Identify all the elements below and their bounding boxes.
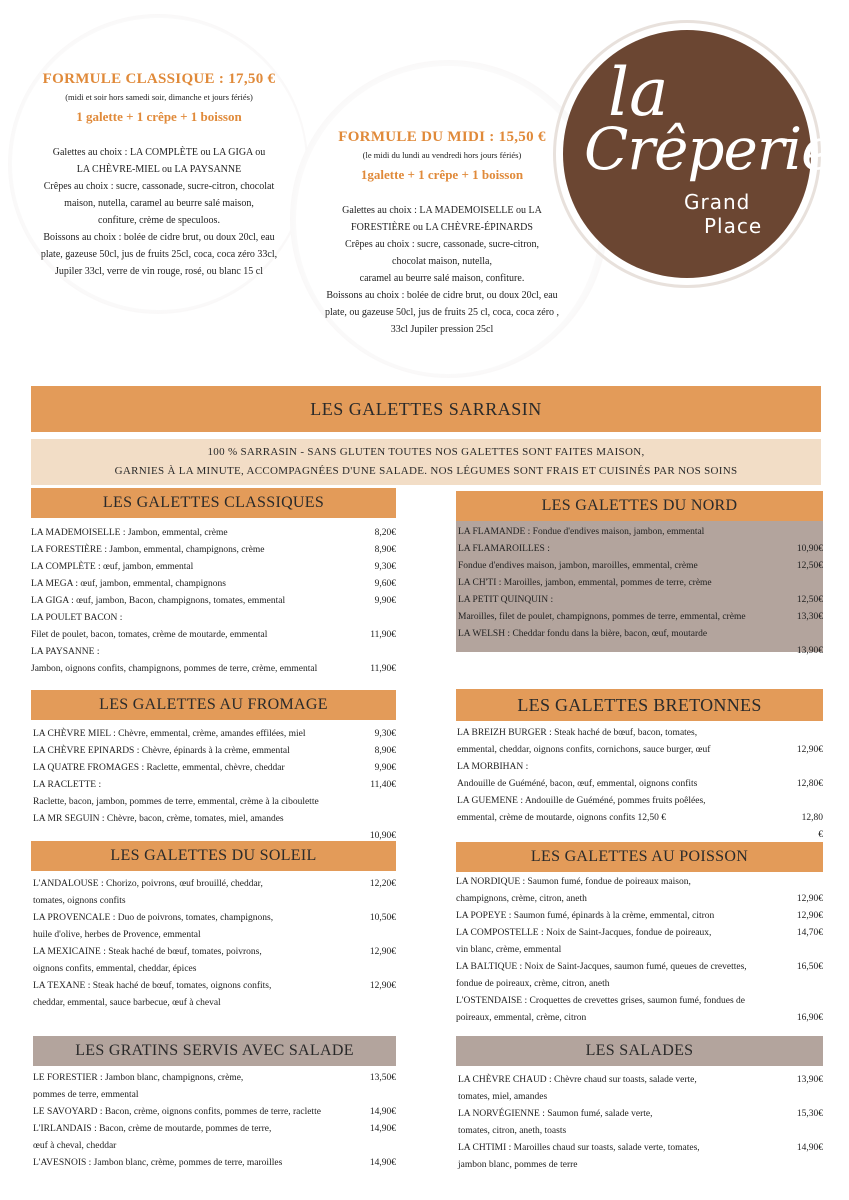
formule-classique xyxy=(20,68,298,280)
section-heading-fromage: LES GALETTES AU FROMAGE xyxy=(31,690,396,720)
menu-item-row xyxy=(457,810,823,827)
menu-item-description: vin blanc, crème, emmental xyxy=(456,945,562,955)
menu-item-price: 9,30€ xyxy=(374,729,396,739)
menu-item-description: LA PETIT QUINQUIN : xyxy=(458,595,554,605)
menu-item-row xyxy=(457,776,823,793)
menu-item-price: 8,20€ xyxy=(374,528,396,538)
menu-item-row xyxy=(456,993,823,1010)
menu-item-description: LA CH'TI : Maroilles, jambon, emmental, pommes de terre, crème xyxy=(458,578,712,588)
menu-item-row xyxy=(31,661,396,678)
menu-item-price: 12,90€ xyxy=(796,745,823,755)
menu-item-row xyxy=(31,542,396,559)
menu-item-row xyxy=(458,609,823,626)
menu-item-description: LA BREIZH BURGER : Steak haché de bœuf, bacon, tomates, xyxy=(457,728,698,738)
menu-item-row xyxy=(33,876,396,893)
menu-item-price: 9,60€ xyxy=(374,579,396,589)
formule-midi-title: FORMULE DU MIDI : 15,50 € xyxy=(338,129,546,145)
menu-item-description: LA NORDIQUE : Saumon fumé, fondue de poireaux maison, xyxy=(456,877,691,887)
formule-classique-line: confiture, crème de speculoos. xyxy=(98,215,220,226)
formule-classique-deal: 1 galette + 1 crêpe + 1 boisson xyxy=(76,109,242,124)
menu-item-description: emmental, cheddar, oignons confits, cornichons, sauce burger, œuf xyxy=(457,745,711,755)
menu-item-price: 11,40€ xyxy=(370,780,396,790)
nord-list xyxy=(458,524,823,660)
menu-item-row xyxy=(33,1138,396,1155)
menu-item-price: 15,30€ xyxy=(796,1109,823,1119)
menu-item-row xyxy=(33,828,396,845)
menu-item-row xyxy=(33,1121,396,1138)
menu-item-row xyxy=(456,976,823,993)
formule-midi-line: plate, ou gazeuse 50cl, jus de fruits 25 cl, coca, coca zéro , xyxy=(324,307,560,318)
menu-item-description: LA TEXANE : Steak haché de bœuf, tomates, oignons confits, xyxy=(33,981,272,991)
menu-item-row xyxy=(33,961,396,978)
menu-item-price: 14,90€ xyxy=(796,1143,823,1153)
menu-item-row xyxy=(33,1087,396,1104)
menu-item-row xyxy=(458,592,823,609)
bretonnes-list xyxy=(457,725,823,844)
menu-item-description: champignons, crème, citron, aneth xyxy=(456,894,587,904)
formule-midi-line: chocolat maison, nutella, xyxy=(392,256,492,267)
menu-item-row xyxy=(31,627,396,644)
menu-item-description: emmental, crème de moutarde, oignons confits 12,50 € xyxy=(457,813,666,823)
formule-midi-deal: 1galette + 1 crêpe + 1 boisson xyxy=(360,167,524,182)
menu-item-row xyxy=(33,794,396,811)
soleil-list xyxy=(33,876,396,1012)
menu-item-row xyxy=(456,959,823,976)
logo-place-text: Place xyxy=(704,214,763,238)
menu-item-row xyxy=(33,726,396,743)
poisson-list xyxy=(456,874,823,1027)
menu-item-price: 11,90€ xyxy=(370,630,396,640)
formule-classique-line: Crêpes au choix : sucre, cassonade, sucre-citron, chocolat xyxy=(43,181,275,192)
menu-item-row xyxy=(31,610,396,627)
menu-item-price: 9,30€ xyxy=(374,562,396,572)
section-heading-salades: LES SALADES xyxy=(456,1036,823,1066)
menu-item-description: LA CHÈVRE MIEL : Chèvre, emmental, crème, amandes effilées, miel xyxy=(33,729,306,739)
menu-item-row xyxy=(458,1123,823,1140)
formule-classique-line: Galettes au choix : LA COMPLÈTE ou LA GIGA ou xyxy=(52,147,266,158)
formule-classique-line: Jupiler 33cl, verre de vin rouge, rosé, ou blanc 15 cl xyxy=(55,266,263,277)
menu-item-description: LA POULET BACON : xyxy=(31,613,123,623)
menu-item-row xyxy=(33,910,396,927)
menu-item-row xyxy=(456,908,823,925)
menu-item-price: 10,50€ xyxy=(369,913,396,923)
menu-item-description: tomates, citron, aneth, toasts xyxy=(458,1126,567,1136)
menu-item-description: cheddar, emmental, sauce barbecue, œuf à cheval xyxy=(33,998,221,1008)
menu-item-row xyxy=(458,524,823,541)
menu-item-description: tomates, oignons confits xyxy=(33,896,126,906)
menu-item-price: 9,90€ xyxy=(374,763,396,773)
menu-item-description: Fondue d'endives maison, jambon, maroilles, emmental, crème xyxy=(458,561,698,571)
menu-item-description: Filet de poulet, bacon, tomates, crème de moutarde, emmental xyxy=(31,630,268,640)
menu-item-price: 8,90€ xyxy=(374,545,396,555)
classiques-list xyxy=(31,525,396,678)
menu-item-row xyxy=(458,1072,823,1089)
menu-item-description: LA RACLETTE : xyxy=(33,780,102,790)
menu-item-row xyxy=(457,725,823,742)
menu-item-row xyxy=(33,760,396,777)
menu-item-row xyxy=(458,558,823,575)
menu-item-description: LA COMPLÈTE : œuf, jambon, emmental xyxy=(31,562,194,572)
formule-midi-line: caramel au beurre salé maison, confiture. xyxy=(359,273,525,284)
formule-classique-line: plate, gazeuse 50cl, jus de fruits 25cl, coca, coca zéro 33cl, xyxy=(40,249,278,260)
menu-item-row xyxy=(456,891,823,908)
menu-item-description: LE SAVOYARD : Bacon, crème, oignons confits, pommes de terre, raclette xyxy=(33,1107,321,1117)
menu-item-row xyxy=(33,893,396,910)
menu-item-price: 13,30€ xyxy=(796,612,823,622)
logo-creperie-text: Crêperie xyxy=(584,115,835,183)
menu-item-description: huile d'olive, herbes de Provence, emmental xyxy=(33,930,201,940)
menu-item-description: LA WELSH : Cheddar fondu dans la bière, bacon, œuf, moutarde xyxy=(458,629,708,639)
menu-item-row xyxy=(456,925,823,942)
menu-item-description: Jambon, oignons confits, champignons, pommes de terre, crème, emmental xyxy=(31,664,318,674)
menu-item-description: oignons confits, emmental, cheddar, épices xyxy=(33,964,197,974)
menu-item-description: LA FORESTIÈRE : Jambon, emmental, champignons, crème xyxy=(31,545,265,555)
menu-item-row xyxy=(31,644,396,661)
menu-item-price: 14,90€ xyxy=(369,1124,396,1134)
menu-item-row xyxy=(31,576,396,593)
menu-item-price: 12,90€ xyxy=(796,911,823,921)
menu-item-price: 13,90€ xyxy=(796,646,823,656)
menu-item-price: 14,90€ xyxy=(369,1158,396,1168)
formule-midi-line: Galettes au choix : LA MADEMOISELLE ou LA xyxy=(342,205,542,216)
menu-item-row xyxy=(33,1155,396,1172)
menu-item-description: fondue de poireaux, crème, citron, aneth xyxy=(456,979,610,989)
menu-item-price: 12,90€ xyxy=(796,894,823,904)
menu-item-price: 13,90€ xyxy=(796,1075,823,1085)
menu-item-row xyxy=(33,1104,396,1121)
menu-item-row xyxy=(456,1010,823,1027)
section-heading-nord: LES GALETTES DU NORD xyxy=(456,491,823,521)
menu-item-description: Raclette, bacon, jambon, pommes de terre, emmental, crème à la ciboulette xyxy=(33,797,319,807)
menu-item-description: LA MADEMOISELLE : Jambon, emmental, crème xyxy=(31,528,228,538)
menu-item-row xyxy=(458,626,823,643)
menu-item-description: LA FLAMANDE : Fondue d'endives maison, jambon, emmental xyxy=(458,527,705,537)
section-heading-soleil: LES GALETTES DU SOLEIL xyxy=(31,841,396,871)
menu-item-price: 10,90€ xyxy=(796,544,823,554)
menu-item-description: LA MEXICAINE : Steak haché de bœuf, tomates, poivrons, xyxy=(33,947,262,957)
menu-item-price: 16,50€ xyxy=(796,962,823,972)
menu-item-description: LA PROVENCALE : Duo de poivrons, tomates, champignons, xyxy=(33,913,274,923)
menu-item-row xyxy=(458,1157,823,1174)
menu-item-row xyxy=(33,1070,396,1087)
menu-item-price: 16,90€ xyxy=(796,1013,823,1023)
menu-item-row xyxy=(33,995,396,1012)
menu-item-description: LA CHÈVRE EPINARDS : Chèvre, épinards à la crème, emmental xyxy=(33,746,290,756)
menu-item-description: LA COMPOSTELLE : Noix de Saint-Jacques, fondue de poireaux, xyxy=(456,928,712,938)
menu-item-price: 12,80 xyxy=(801,813,823,823)
menu-item-description: LA GIGA : œuf, jambon, Bacon, champignons, tomates, emmental xyxy=(31,596,286,606)
menu-item-row xyxy=(33,944,396,961)
menu-item-description: LA GUEMENE : Andouille de Guéméné, pommes fruits poêlées, xyxy=(457,796,706,806)
menu-item-price: 12,90€ xyxy=(369,981,396,991)
menu-item-row xyxy=(458,1140,823,1157)
formule-midi-line: Boissons au choix : bolée de cidre brut, ou doux 20cl, eau xyxy=(326,290,558,301)
menu-item-description: Andouille de Guéméné, bacon, œuf, emmental, oignons confits xyxy=(457,779,698,789)
menu-item-row xyxy=(33,927,396,944)
menu-item-description: pommes de terre, emmental xyxy=(33,1090,139,1100)
menu-item-row xyxy=(31,525,396,542)
notice-banner xyxy=(31,439,821,485)
menu-item-description: LA POPEYE : Saumon fumé, épinards à la crème, emmental, citron xyxy=(456,911,715,921)
menu-item-description: LE FORESTIER : Jambon blanc, champignons, crème, xyxy=(33,1073,244,1083)
formule-midi-line: FORESTIÈRE ou LA CHÈVRE-ÉPINARDS xyxy=(351,222,533,233)
menu-item-price: 13,50€ xyxy=(369,1073,396,1083)
menu-item-row xyxy=(33,811,396,828)
menu-item-row xyxy=(33,743,396,760)
salades-list xyxy=(458,1072,823,1174)
menu-item-price: 11,90€ xyxy=(370,664,396,674)
menu-item-description: LA MORBIHAN : xyxy=(457,762,529,772)
menu-item-description: LA CHTIMI : Maroilles chaud sur toasts, salade verte, tomates, xyxy=(458,1143,700,1153)
logo-la-text: la xyxy=(608,54,669,131)
menu-item-row xyxy=(458,541,823,558)
menu-item-row xyxy=(458,643,823,660)
menu-item-row xyxy=(31,593,396,610)
menu-item-description: LA PAYSANNE : xyxy=(31,647,100,657)
menu-item-row xyxy=(33,978,396,995)
logo-grand-text: Grand xyxy=(684,190,751,214)
formule-midi-line: 33cl Jupiler pression 25cl xyxy=(390,324,494,335)
formule-midi-line: Crêpes au choix : sucre, cassonade, sucre-citron, xyxy=(344,239,540,250)
menu-item-price: € xyxy=(818,830,823,840)
gratins-list xyxy=(33,1070,396,1172)
menu-item-row xyxy=(457,742,823,759)
menu-item-price: 12,20€ xyxy=(369,879,396,889)
formule-classique-line: Boissons au choix : bolée de cidre brut, ou doux 20cl, eau xyxy=(43,232,275,243)
menu-item-description: tomates, miel, amandes xyxy=(458,1092,548,1102)
menu-item-description: LA MR SEGUIN : Chèvre, bacon, crème, tomates, miel, amandes xyxy=(33,814,284,824)
menu-item-price: 9,90€ xyxy=(374,596,396,606)
menu-item-row xyxy=(456,942,823,959)
menu-item-row xyxy=(33,777,396,794)
menu-item-description: L'ANDALOUSE : Chorizo, poivrons, œuf brouillé, cheddar, xyxy=(33,879,263,889)
menu-item-price: 12,50€ xyxy=(796,595,823,605)
formule-classique-subtitle: (midi et soir hors samedi soir, dimanche et jours fériés) xyxy=(65,92,253,102)
menu-item-description: LA MEGA : œuf, jambon, emmental, champignons xyxy=(31,579,226,589)
menu-item-row xyxy=(457,759,823,776)
menu-item-description: LA NORVÉGIENNE : Saumon fumé, salade verte, xyxy=(458,1109,653,1119)
formule-midi xyxy=(300,126,584,338)
menu-item-description: œuf à cheval, cheddar xyxy=(33,1141,117,1151)
menu-item-description: poireaux, emmental, crème, citron xyxy=(456,1013,587,1023)
menu-item-price: 14,90€ xyxy=(369,1107,396,1117)
menu-item-price: 12,50€ xyxy=(796,561,823,571)
menu-item-description: L'AVESNOIS : Jambon blanc, crème, pommes de terre, maroilles xyxy=(33,1158,283,1168)
menu-item-description: LA FLAMAROILLES : xyxy=(458,544,550,554)
formule-midi-subtitle: (le midi du lundi au vendredi hors jours fériés) xyxy=(362,150,522,160)
menu-item-row xyxy=(31,559,396,576)
menu-item-row xyxy=(457,793,823,810)
menu-item-description: LA BALTIQUE : Noix de Saint-Jacques, saumon fumé, queues de crevettes, xyxy=(456,962,747,972)
menu-item-price: 12,90€ xyxy=(369,947,396,957)
notice-line-1: 100 % SARRASIN - SANS GLUTEN TOUTES NOS GALETTES SONT FAITES MAISON, xyxy=(207,446,645,458)
menu-item-description: jambon blanc, pommes de terre xyxy=(458,1160,578,1170)
menu-item-row xyxy=(458,575,823,592)
menu-item-description: LA CHÈVRE CHAUD : Chèvre chaud sur toasts, salade verte, xyxy=(458,1075,697,1085)
main-heading: LES GALETTES SARRASIN xyxy=(31,386,821,432)
menu-item-row xyxy=(456,874,823,891)
menu-item-price: 10,90€ xyxy=(369,831,396,841)
formule-classique-title: FORMULE CLASSIQUE : 17,50 € xyxy=(42,71,276,87)
menu-item-price: 12,80€ xyxy=(796,779,823,789)
section-heading-classiques: LES GALETTES CLASSIQUES xyxy=(31,488,396,518)
fromage-list xyxy=(33,726,396,845)
menu-item-description: Maroilles, filet de poulet, champignons, pommes de terre, emmental, crème xyxy=(458,612,746,622)
section-heading-gratins: LES GRATINS SERVIS AVEC SALADE xyxy=(33,1036,396,1066)
menu-item-price: 14,70€ xyxy=(796,928,823,938)
formule-classique-line: maison, nutella, caramel au beurre salé maison, xyxy=(64,198,254,209)
menu-item-description: LA QUATRE FROMAGES : Raclette, emmental, chèvre, cheddar xyxy=(33,763,285,773)
menu-item-description: L'OSTENDAISE : Croquettes de crevettes grises, saumon fumé, fondues de xyxy=(456,996,746,1006)
menu-item-row xyxy=(457,827,823,844)
section-heading-poisson: LES GALETTES AU POISSON xyxy=(456,842,823,872)
notice-line-2: GARNIES À LA MINUTE, ACCOMPAGNÉES D'UNE SALADE. NOS LÉGUMES SONT FRAIS ET CUISINÉS PAR NOS SOINS xyxy=(114,465,738,477)
menu-item-description: L'IRLANDAIS : Bacon, crème de moutarde, pommes de terre, xyxy=(33,1124,272,1134)
menu-item-price: 8,90€ xyxy=(374,746,396,756)
section-heading-bretonnes: LES GALETTES BRETONNES xyxy=(456,689,823,721)
formule-classique-line: LA CHÈVRE-MIEL ou LA PAYSANNE xyxy=(76,164,242,175)
menu-item-row xyxy=(458,1106,823,1123)
menu-item-row xyxy=(458,1089,823,1106)
